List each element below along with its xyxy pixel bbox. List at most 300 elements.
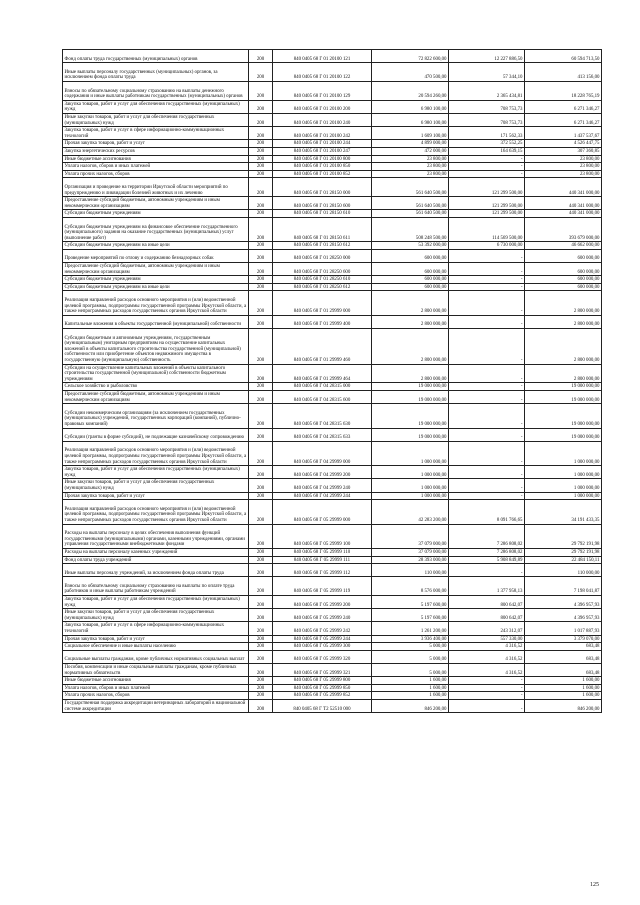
- row-exec-cell: -: [449, 441, 525, 465]
- table-row: [63, 242, 602, 250]
- row-grbs-cell: 200: [249, 178, 273, 197]
- row-grbs-cell: 200: [249, 147, 273, 155]
- row-exec-cell: 57 344,10: [449, 63, 525, 82]
- row-rest-cell: 29 792 191,98: [525, 524, 602, 548]
- row-rest-cell: 2 800 000,00: [525, 329, 602, 365]
- row-code-cell: 840 0405 68 Г 01 20100 247: [273, 147, 372, 155]
- row-name-cell: Субсидии бюджетным учреждениям на иные цели: [63, 283, 249, 291]
- row-name-cell: Реализация направлений расходов основного мероприятия и (или) ведомственной целевой программы, подпрограммы государственной программы Иркутской области, а также непрограммных расходов государственных органов Иркутской области: [63, 500, 249, 524]
- row-name-cell: Расходы на выплаты персоналу в целях обеспечения выполнения функций государственными (муниципальными) органами, казенными учреждениями, органами управления государственными внебюджетными фондами: [63, 524, 249, 548]
- row-rest-cell: 19 000 000,00: [525, 404, 602, 428]
- row-exec-cell: 121 299 500,00: [449, 197, 525, 210]
- row-grbs-cell: 200: [249, 699, 273, 712]
- table-row: [63, 100, 602, 113]
- row-grbs-cell: 200: [249, 329, 273, 365]
- row-rest-cell: 683,48: [525, 664, 602, 677]
- row-code-cell: 840 0405 68 Г 05 29999 110: [273, 548, 372, 556]
- row-plan-cell: 19 000 000,00: [372, 404, 449, 428]
- row-exec-cell: 171 562,33: [449, 127, 525, 140]
- row-code-cell: 840 0405 68 Г 04 28315 630: [273, 404, 372, 428]
- row-plan-cell: 5 000,00: [372, 643, 449, 651]
- row-grbs-cell: 200: [249, 391, 273, 404]
- row-grbs-cell: 200: [249, 428, 273, 441]
- row-plan-cell: 600 000,00: [372, 249, 449, 262]
- row-exec-cell: -: [449, 249, 525, 262]
- row-exec-cell: -: [449, 428, 525, 441]
- row-code-cell: 840 0405 68 Г 05 29999 800: [273, 677, 372, 685]
- row-code-cell: 840 0405 68 Г 01 28150 610: [273, 210, 372, 218]
- row-rest-cell: 34 191 433,35: [525, 500, 602, 524]
- row-grbs-cell: 200: [249, 383, 273, 391]
- row-code-cell: 840 0405 68 Г 05 29999 111: [273, 556, 372, 564]
- row-exec-cell: 800 642,07: [449, 609, 525, 622]
- row-rest-cell: 23 800,00: [525, 155, 602, 163]
- row-name-cell: Закупка энергетических ресурсов: [63, 147, 249, 155]
- row-plan-cell: 53 392 000,00: [372, 242, 449, 250]
- row-grbs-cell: 200: [249, 263, 273, 276]
- row-name-cell: Иные бюджетные ассигнования: [63, 155, 249, 163]
- row-name-cell: Социальные выплаты гражданам, кроме публичных нормативных социальных выплат: [63, 650, 249, 663]
- row-code-cell: 840 0405 68 Г 04 29999 000: [273, 441, 372, 465]
- row-rest-cell: 600 000,00: [525, 283, 602, 291]
- row-plan-cell: 6 980 100,00: [372, 113, 449, 126]
- row-name-cell: Субсидии бюджетным учреждениям на финансовое обеспечение государственного (муниципального) задания на оказание государственных (муниципальных) услуг (выполнение работ): [63, 217, 249, 241]
- row-code-cell: 840 0405 68 Г 01 29999 400: [273, 315, 372, 328]
- table-row: [63, 291, 602, 315]
- table-row: [63, 127, 602, 140]
- row-grbs-cell: 200: [249, 217, 273, 241]
- row-grbs-cell: 200: [249, 291, 273, 315]
- row-plan-cell: 37 079 000,00: [372, 548, 449, 556]
- row-code-cell: 840 0405 68 Г Т2 52510 000: [273, 699, 372, 712]
- row-plan-cell: 5 197 600,00: [372, 596, 449, 609]
- row-plan-cell: 561 640 500,00: [372, 178, 449, 197]
- row-rest-cell: 6 271 346,27: [525, 100, 602, 113]
- row-plan-cell: 5 000,00: [372, 650, 449, 663]
- row-grbs-cell: 200: [249, 548, 273, 556]
- row-grbs-cell: 200: [249, 635, 273, 643]
- row-grbs-cell: 200: [249, 466, 273, 479]
- row-code-cell: 840 0405 68 Г 05 29999 850: [273, 684, 372, 692]
- row-name-cell: Иные выплаты персоналу государственных (муниципальных) органов, за исключением фонда оплаты труда: [63, 63, 249, 82]
- row-name-cell: Реализация направлений расходов основного мероприятия и (или) ведомственной целевой программы, подпрограммы государственной программы Иркутской области, а также непрограммных расходов государственных органов Иркутской области: [63, 291, 249, 315]
- row-plan-cell: 19 000 000,00: [372, 391, 449, 404]
- row-grbs-cell: 200: [249, 556, 273, 564]
- row-name-cell: Иные закупки товаров, работ и услуг для обеспечения государственных (муниципальных) нужд: [63, 113, 249, 126]
- row-rest-cell: 19 000 000,00: [525, 428, 602, 441]
- row-grbs-cell: 200: [249, 643, 273, 651]
- row-grbs-cell: 200: [249, 197, 273, 210]
- row-grbs-cell: 200: [249, 242, 273, 250]
- row-exec-cell: -: [449, 276, 525, 284]
- row-rest-cell: 1 600,00: [525, 692, 602, 700]
- row-name-cell: Закупка товаров, работ и услуг для обеспечения государственных (муниципальных) нужд: [63, 596, 249, 609]
- row-exec-cell: 708 753,73: [449, 113, 525, 126]
- row-grbs-cell: 200: [249, 479, 273, 492]
- table-row: [63, 263, 602, 276]
- row-name-cell: Уплата прочих налогов, сборов: [63, 170, 249, 178]
- row-rest-cell: 600 000,00: [525, 249, 602, 262]
- table-row: [63, 650, 602, 663]
- row-code-cell: 840 0405 68 Г 01 28150 611: [273, 217, 372, 241]
- row-exec-cell: 4 316,52: [449, 664, 525, 677]
- table-row: [63, 684, 602, 692]
- row-name-cell: Расходы на выплаты персоналу казенных учреждений: [63, 548, 249, 556]
- row-code-cell: 840 0405 68 Г 01 28250 600: [273, 263, 372, 276]
- row-plan-cell: 1 000 000,00: [372, 479, 449, 492]
- table-row: [63, 609, 602, 622]
- row-rest-cell: 4 396 957,93: [525, 596, 602, 609]
- row-plan-cell: 42 283 200,00: [372, 500, 449, 524]
- row-code-cell: 840 0405 68 Г 01 28150 612: [273, 242, 372, 250]
- table-row: [63, 147, 602, 155]
- row-code-cell: 840 0405 68 Г 01 29999 000: [273, 291, 372, 315]
- row-name-cell: Предоставление субсидий бюджетным, автономным учреждениям и иным некоммерческим организациям: [63, 263, 249, 276]
- table-row: [63, 692, 602, 700]
- row-name-cell: Предоставление субсидий бюджетным, автономным учреждениям и иным некоммерческим организациям: [63, 197, 249, 210]
- row-name-cell: Субсидии бюджетным и автономным учреждениям, государственным (муниципальным) унитарным предприятиям на осуществление капитальных вложений в объекты капитального строительства государственной (муниципальной) собственности или приобретение объектов недвижимого имущества в государственную (муниципальную) собственность: [63, 329, 249, 365]
- row-rest-cell: 1 000 000,00: [525, 479, 602, 492]
- table-row: [63, 210, 602, 218]
- row-exec-cell: 8 091 766,65: [449, 500, 525, 524]
- row-code-cell: 840 0405 68 Г 01 20100 800: [273, 155, 372, 163]
- row-exec-cell: -: [449, 170, 525, 178]
- row-grbs-cell: 200: [249, 692, 273, 700]
- row-plan-cell: 19 000 000,00: [372, 383, 449, 391]
- row-rest-cell: 19 000 000,00: [525, 383, 602, 391]
- row-grbs-cell: 200: [249, 283, 273, 291]
- table-row: [63, 276, 602, 284]
- row-grbs-cell: 200: [249, 609, 273, 622]
- row-rest-cell: 1 437 537,67: [525, 127, 602, 140]
- row-rest-cell: 6 271 346,27: [525, 113, 602, 126]
- table-row: [63, 577, 602, 596]
- row-exec-cell: -: [449, 684, 525, 692]
- row-name-cell: Закупка товаров, работ и услуг в сфере информационно-коммуникационных технологий: [63, 127, 249, 140]
- row-plan-cell: 846 200,00: [372, 699, 449, 712]
- budget-table-sheet: [62, 49, 601, 713]
- row-rest-cell: 1 000 000,00: [525, 441, 602, 465]
- row-rest-cell: 600 000,00: [525, 276, 602, 284]
- table-row: [63, 404, 602, 428]
- row-plan-cell: 1 000 000,00: [372, 466, 449, 479]
- page-number: 125: [590, 882, 599, 888]
- table-row: [63, 564, 602, 577]
- row-grbs-cell: 200: [249, 315, 273, 328]
- table-row: [63, 428, 602, 441]
- row-name-cell: Иные бюджетные ассигнования: [63, 677, 249, 685]
- table-row: [63, 548, 602, 556]
- row-exec-cell: 243 312,07: [449, 622, 525, 635]
- row-code-cell: 840 0405 68 Г 01 20100 122: [273, 63, 372, 82]
- row-plan-cell: 600 000,00: [372, 283, 449, 291]
- row-exec-cell: -: [449, 329, 525, 365]
- row-name-cell: Фонд оплаты труда учреждений: [63, 556, 249, 564]
- row-rest-cell: 1 017 887,93: [525, 622, 602, 635]
- row-plan-cell: 5 000,00: [372, 664, 449, 677]
- table-row: [63, 249, 602, 262]
- row-code-cell: 840 0405 68 Г 04 29999 244: [273, 492, 372, 500]
- row-exec-cell: -: [449, 391, 525, 404]
- table-body: [63, 50, 602, 713]
- row-exec-cell: -: [449, 479, 525, 492]
- row-plan-cell: 1 609 100,00: [372, 127, 449, 140]
- row-rest-cell: 683,48: [525, 643, 602, 651]
- row-plan-cell: 1 000 000,00: [372, 441, 449, 465]
- row-exec-cell: -: [449, 404, 525, 428]
- row-grbs-cell: 200: [249, 155, 273, 163]
- row-grbs-cell: 200: [249, 500, 273, 524]
- table-row: [63, 178, 602, 197]
- table-row: [63, 556, 602, 564]
- row-code-cell: 840 0405 68 Г 01 29999 460: [273, 329, 372, 365]
- table-row: [63, 664, 602, 677]
- row-name-cell: Закупка товаров, работ и услуг в сфере информационно-коммуникационных технологий: [63, 622, 249, 635]
- table-row: [63, 140, 602, 148]
- table-row: [63, 479, 602, 492]
- row-rest-cell: 46 662 000,00: [525, 242, 602, 250]
- row-grbs-cell: 200: [249, 684, 273, 692]
- table-row: [63, 524, 602, 548]
- row-rest-cell: 307 360,85: [525, 147, 602, 155]
- table-row: [63, 283, 602, 291]
- row-plan-cell: 561 640 500,00: [372, 210, 449, 218]
- row-grbs-cell: 200: [249, 596, 273, 609]
- row-exec-cell: -: [449, 291, 525, 315]
- row-rest-cell: 29 792 191,98: [525, 548, 602, 556]
- row-rest-cell: 600 000,00: [525, 263, 602, 276]
- row-exec-cell: 114 569 500,00: [449, 217, 525, 241]
- row-plan-cell: 37 079 000,00: [372, 524, 449, 548]
- row-rest-cell: 1 600,00: [525, 677, 602, 685]
- row-code-cell: 840 0405 68 Г 05 29999 000: [273, 500, 372, 524]
- row-rest-cell: 3 379 070,00: [525, 635, 602, 643]
- table-row: [63, 163, 602, 171]
- table-row: [63, 677, 602, 685]
- table-row: [63, 50, 602, 63]
- row-exec-cell: -: [449, 466, 525, 479]
- row-rest-cell: 846 200,00: [525, 699, 602, 712]
- table-row: [63, 197, 602, 210]
- row-name-cell: Государственная поддержка аккредитации ветеринарных лабораторий в национальной системе аккредитации: [63, 699, 249, 712]
- row-rest-cell: 413 156,00: [525, 63, 602, 82]
- table-row: [63, 63, 602, 82]
- row-plan-cell: 72 822 600,00: [372, 50, 449, 63]
- row-exec-cell: -: [449, 263, 525, 276]
- table-row: [63, 622, 602, 635]
- row-plan-cell: 3 936 400,00: [372, 635, 449, 643]
- table-row: [63, 81, 602, 100]
- row-name-cell: Прочая закупка товаров, работ и услуг: [63, 635, 249, 643]
- row-plan-cell: 508 248 500,00: [372, 217, 449, 241]
- row-code-cell: 840 0405 68 Г 01 20100 242: [273, 127, 372, 140]
- row-code-cell: 840 0405 68 Г 01 28150 600: [273, 197, 372, 210]
- row-grbs-cell: 200: [249, 249, 273, 262]
- row-grbs-cell: 200: [249, 364, 273, 383]
- row-exec-cell: 7 286 808,02: [449, 548, 525, 556]
- row-exec-cell: 7 286 808,02: [449, 524, 525, 548]
- row-plan-cell: 2 800 000,00: [372, 291, 449, 315]
- row-plan-cell: 2 800 000,00: [372, 364, 449, 383]
- row-plan-cell: 23 800,00: [372, 155, 449, 163]
- row-grbs-cell: 200: [249, 127, 273, 140]
- row-rest-cell: 2 800 000,00: [525, 315, 602, 328]
- row-code-cell: 840 0405 68 Г 01 28250 610: [273, 276, 372, 284]
- row-grbs-cell: 200: [249, 100, 273, 113]
- row-exec-cell: 708 753,73: [449, 100, 525, 113]
- row-code-cell: 840 0405 68 Г 05 29999 320: [273, 650, 372, 663]
- row-exec-cell: -: [449, 692, 525, 700]
- row-name-cell: Взносы по обязательному социальному страхованию на выплаты по оплате труда работников и иные выплаты работникам учреждений: [63, 577, 249, 596]
- row-code-cell: 840 0405 68 Г 01 20100 200: [273, 100, 372, 113]
- row-grbs-cell: 200: [249, 140, 273, 148]
- row-code-cell: 840 0405 68 Г 05 29999 852: [273, 692, 372, 700]
- row-grbs-cell: 200: [249, 664, 273, 677]
- row-code-cell: 840 0405 68 Г 05 29999 112: [273, 564, 372, 577]
- row-rest-cell: 7 198 041,87: [525, 577, 602, 596]
- row-name-cell: Фонд оплаты труда государственных (муниципальных) органов: [63, 50, 249, 63]
- row-plan-cell: 472 000,00: [372, 147, 449, 155]
- row-grbs-cell: 200: [249, 170, 273, 178]
- row-name-cell: Иные закупки товаров, работ и услуг для обеспечения государственных (муниципальных) нужд: [63, 609, 249, 622]
- row-plan-cell: 1 600,00: [372, 692, 449, 700]
- row-exec-cell: 800 642,07: [449, 596, 525, 609]
- row-grbs-cell: 200: [249, 492, 273, 500]
- row-name-cell: Уплата прочих налогов, сборов: [63, 692, 249, 700]
- row-code-cell: 840 0405 68 Г 01 28150 000: [273, 178, 372, 197]
- table-row: [63, 391, 602, 404]
- row-name-cell: Сельское хозяйство и рыболовство: [63, 383, 249, 391]
- row-rest-cell: 683,48: [525, 650, 602, 663]
- table-row: [63, 466, 602, 479]
- row-grbs-cell: 200: [249, 441, 273, 465]
- row-exec-cell: 2 365 434,81: [449, 81, 525, 100]
- row-name-cell: Капитальные вложения в объекты государственной (муниципальной) собственности: [63, 315, 249, 328]
- row-name-cell: Субсидии некоммерческим организациям (за исключением государственных (муниципальных) учреждений, государственных корпораций (компаний), публично-правовых компаний): [63, 404, 249, 428]
- row-code-cell: 840 0405 68 Г 01 20100 129: [273, 81, 372, 100]
- row-plan-cell: 1 261 200,00: [372, 622, 449, 635]
- row-plan-cell: 2 800 000,00: [372, 315, 449, 328]
- row-code-cell: 840 0405 68 Г 05 29999 321: [273, 664, 372, 677]
- row-code-cell: 840 0405 68 Г 01 29999 464: [273, 364, 372, 383]
- row-grbs-cell: 200: [249, 524, 273, 548]
- row-exec-cell: 372 552,25: [449, 140, 525, 148]
- table-row: [63, 329, 602, 365]
- row-name-cell: Закупка товаров, работ и услуг для обеспечения государственных (муниципальных) нужд: [63, 100, 249, 113]
- row-code-cell: 840 0405 68 Г 05 29999 200: [273, 596, 372, 609]
- row-code-cell: 840 0405 68 Г 01 20100 244: [273, 140, 372, 148]
- table-row: [63, 699, 602, 712]
- table-row: [63, 315, 602, 328]
- row-rest-cell: 22 484 150,11: [525, 556, 602, 564]
- row-rest-cell: 2 800 000,00: [525, 364, 602, 383]
- table-row: [63, 217, 602, 241]
- row-grbs-cell: 200: [249, 650, 273, 663]
- row-plan-cell: 23 800,00: [372, 170, 449, 178]
- row-name-cell: Взносы по обязательному социальному страхованию на выплаты денежного содержания и иные выплаты работникам государственных (муниципальных) органов: [63, 81, 249, 100]
- row-name-cell: Субсидии бюджетным учреждениям: [63, 210, 249, 218]
- row-name-cell: Пособия, компенсации и иные социальные выплаты гражданам, кроме публичных нормативных обязательств: [63, 664, 249, 677]
- table-row: [63, 441, 602, 465]
- row-exec-cell: 4 316,52: [449, 643, 525, 651]
- row-exec-cell: -: [449, 699, 525, 712]
- row-code-cell: 840 0405 68 Г 01 20100 850: [273, 163, 372, 171]
- row-rest-cell: 23 800,00: [525, 163, 602, 171]
- row-name-cell: Реализация направлений расходов основного мероприятия и (или) ведомственной целевой программы, подпрограммы государственной программы Иркутской области, а также непрограммных расходов государственных органов Иркутской области: [63, 441, 249, 465]
- table-row: [63, 364, 602, 383]
- table-row: [63, 383, 602, 391]
- row-name-cell: Уплата налогов, сборов и иных платежей: [63, 684, 249, 692]
- row-exec-cell: -: [449, 564, 525, 577]
- row-exec-cell: 12 227 886,50: [449, 50, 525, 63]
- row-grbs-cell: 200: [249, 113, 273, 126]
- row-plan-cell: 1 600,00: [372, 677, 449, 685]
- row-plan-cell: 600 000,00: [372, 263, 449, 276]
- row-name-cell: Иные закупки товаров, работ и услуг для обеспечения государственных (муниципальных) нужд: [63, 479, 249, 492]
- row-code-cell: 840 0405 68 Г 05 29999 300: [273, 643, 372, 651]
- row-name-cell: Проведение мероприятий по отлову и содержанию безнадзорных собак: [63, 249, 249, 262]
- row-rest-cell: 4 396 957,93: [525, 609, 602, 622]
- row-code-cell: 840 0405 68 Г 01 28250 612: [273, 283, 372, 291]
- row-name-cell: Иные выплаты персоналу учреждений, за исключением фонда оплаты труда: [63, 564, 249, 577]
- row-rest-cell: 393 679 000,00: [525, 217, 602, 241]
- row-rest-cell: 440 341 000,00: [525, 210, 602, 218]
- row-rest-cell: 440 341 000,00: [525, 178, 602, 197]
- row-exec-cell: -: [449, 315, 525, 328]
- row-name-cell: Прочая закупка товаров, работ и услуг: [63, 140, 249, 148]
- table-row: [63, 596, 602, 609]
- row-exec-cell: -: [449, 155, 525, 163]
- row-code-cell: 840 0405 68 Г 04 28315 000: [273, 383, 372, 391]
- row-plan-cell: 28 393 000,00: [372, 556, 449, 564]
- row-plan-cell: 19 000 000,00: [372, 428, 449, 441]
- row-plan-cell: 8 576 000,00: [372, 577, 449, 596]
- row-grbs-cell: 200: [249, 276, 273, 284]
- row-rest-cell: 18 228 765,19: [525, 81, 602, 100]
- row-plan-cell: 600 000,00: [372, 276, 449, 284]
- row-plan-cell: 23 800,00: [372, 163, 449, 171]
- row-rest-cell: 1 000 000,00: [525, 466, 602, 479]
- row-exec-cell: 5 908 849,89: [449, 556, 525, 564]
- row-rest-cell: 4 526 447,75: [525, 140, 602, 148]
- row-rest-cell: 23 800,00: [525, 170, 602, 178]
- row-plan-cell: 4 899 000,00: [372, 140, 449, 148]
- row-name-cell: Предоставление субсидий бюджетным, автономным учреждениям и иным некоммерческим организациям: [63, 391, 249, 404]
- row-code-cell: 840 0405 68 Г 04 28315 600: [273, 391, 372, 404]
- row-exec-cell: -: [449, 677, 525, 685]
- row-exec-cell: -: [449, 283, 525, 291]
- row-plan-cell: 110 000,00: [372, 564, 449, 577]
- row-name-cell: Субсидии (гранты в форме субсидий), не подлежащие казначейскому сопровождению: [63, 428, 249, 441]
- row-plan-cell: 6 980 100,00: [372, 100, 449, 113]
- row-code-cell: 840 0405 68 Г 01 28250 000: [273, 249, 372, 262]
- row-code-cell: 840 0405 68 Г 05 29999 244: [273, 635, 372, 643]
- row-code-cell: 840 0405 68 Г 05 29999 119: [273, 577, 372, 596]
- row-grbs-cell: 200: [249, 50, 273, 63]
- row-exec-cell: 4 316,52: [449, 650, 525, 663]
- table-row: [63, 643, 602, 651]
- table-row: [63, 500, 602, 524]
- row-grbs-cell: 200: [249, 63, 273, 82]
- row-code-cell: 840 0405 68 Г 05 29999 242: [273, 622, 372, 635]
- row-code-cell: 840 0405 68 Г 05 29999 240: [273, 609, 372, 622]
- table-row: [63, 155, 602, 163]
- row-grbs-cell: 200: [249, 622, 273, 635]
- row-name-cell: Субсидии на осуществление капитальных вложений в объекты капитального строительства государственной (муниципальной) собственности бюджетным учреждениям: [63, 364, 249, 383]
- row-grbs-cell: 200: [249, 677, 273, 685]
- row-rest-cell: 1 000 000,00: [525, 492, 602, 500]
- row-grbs-cell: 200: [249, 577, 273, 596]
